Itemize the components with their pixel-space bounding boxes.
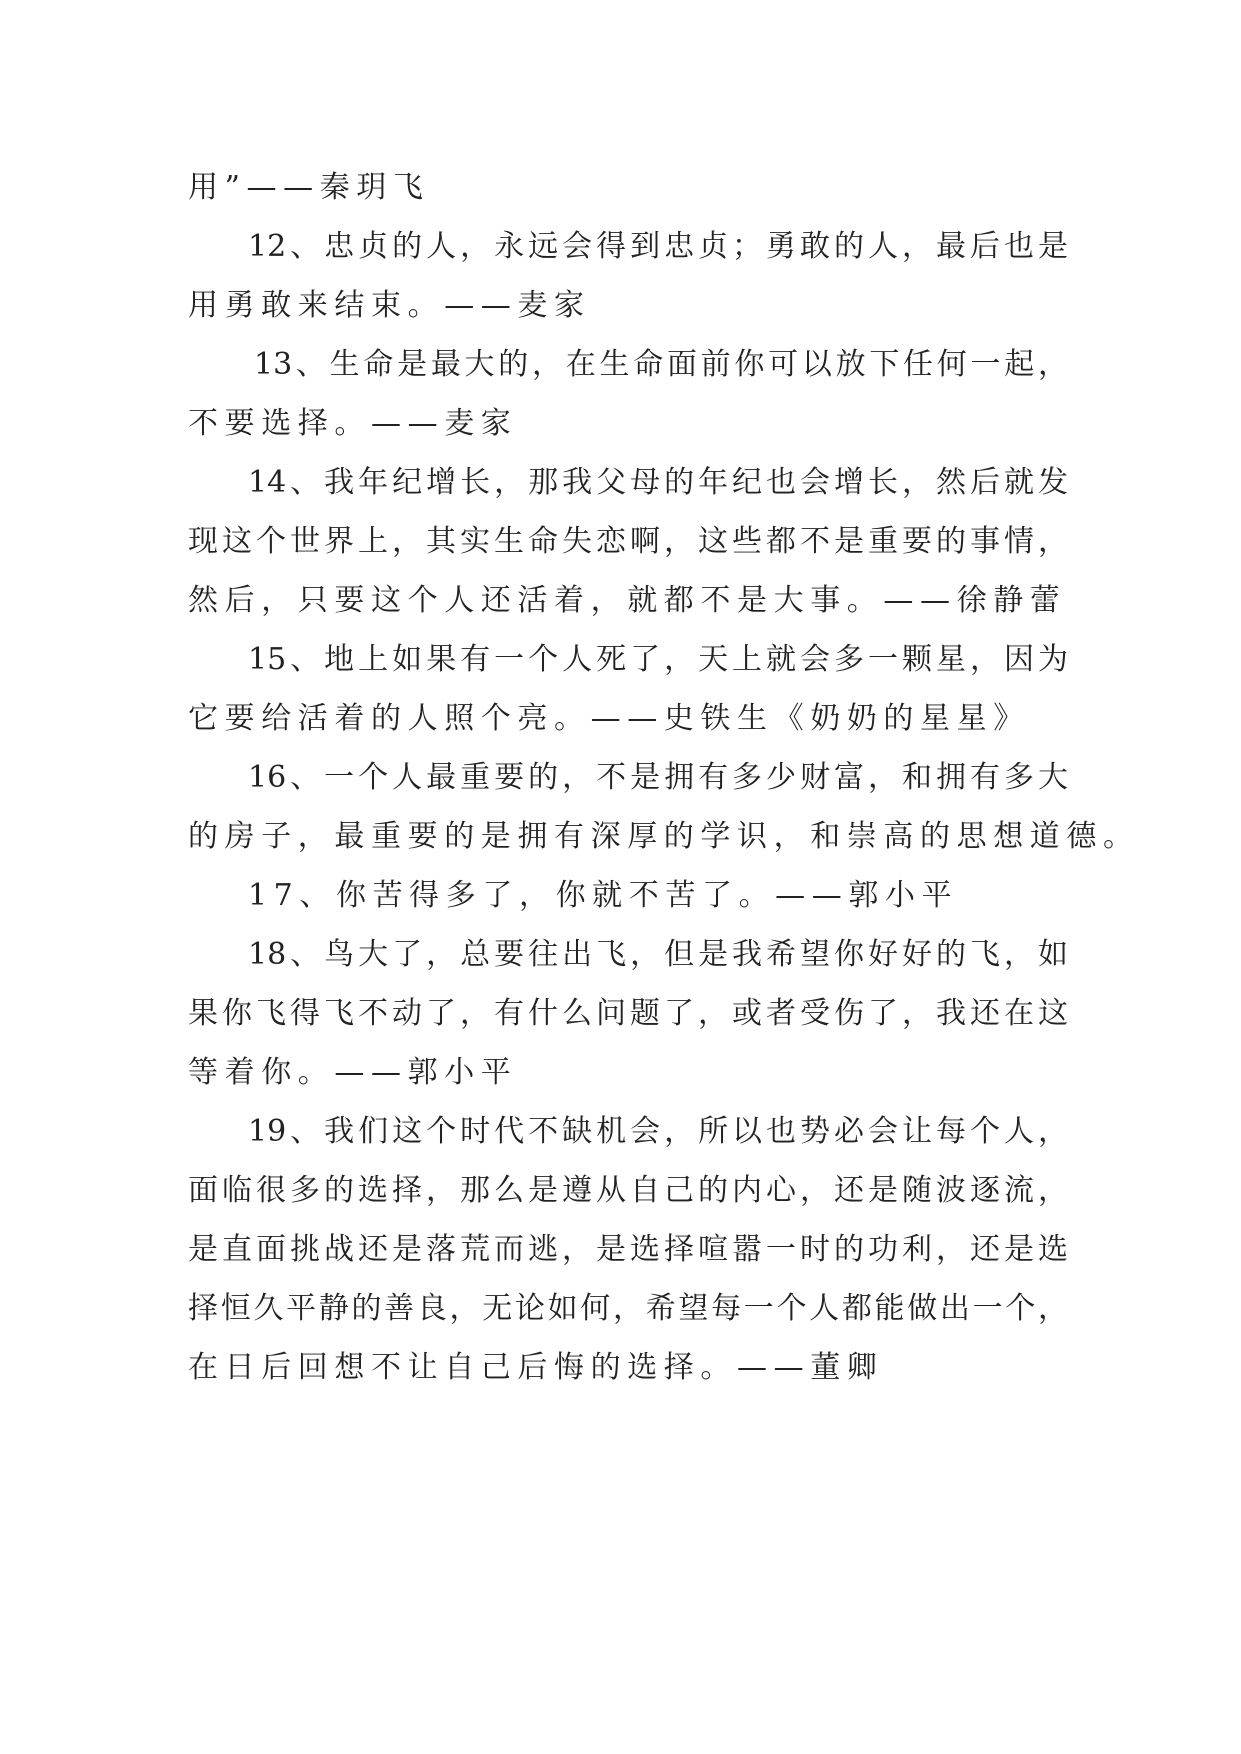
quote-line: 的房子，最重要的是拥有深厚的学识，和崇高的思想道德。 — [188, 819, 1140, 854]
quote-line: 是直面挑战还是落荒而逃，是选择喧嚣一时的功利，还是选 — [188, 1232, 1068, 1267]
quote-11-continuation — [188, 158, 1068, 217]
quote-line: 16、一个人最重要的，不是拥有多少财富，和拥有多大 — [248, 760, 1068, 795]
quote-line: 用”——秦玥飞 — [188, 170, 430, 205]
quote-line: 12、忠贞的人，永远会得到忠贞；勇敢的人，最后也是 — [248, 229, 1068, 264]
quote-13 — [188, 335, 1068, 453]
quote-19 — [188, 1102, 1068, 1397]
quote-line: 面临很多的选择，那么是遵从自己的内心，还是随波逐流， — [188, 1173, 1068, 1208]
quote-12 — [188, 217, 1068, 335]
quote-line: 18、鸟大了，总要往出飞，但是我希望你好好的飞，如 — [248, 937, 1068, 972]
quote-line: 在日后回想不让自己后悔的选择。——董卿 — [188, 1350, 884, 1385]
quote-15 — [188, 630, 1068, 748]
quote-18 — [188, 925, 1068, 1102]
quote-line: 然后，只要这个人还活着，就都不是大事。——徐静蕾 — [188, 583, 1067, 618]
quote-16 — [188, 748, 1140, 866]
quote-line: 用勇敢来结束。——麦家 — [188, 288, 591, 323]
quote-line: 14、我年纪增长，那我父母的年纪也会增长，然后就发 — [248, 465, 1068, 500]
quote-line: 果你飞得飞不动了，有什么问题了，或者受伤了，我还在这 — [188, 996, 1068, 1031]
quote-line: 它要给活着的人照个亮。——史铁生《奶奶的星星》 — [188, 701, 1030, 736]
quote-line: 19、我们这个时代不缺机会，所以也势必会让每个人， — [248, 1114, 1068, 1149]
quote-line: 不要选择。——麦家 — [188, 406, 518, 441]
quote-line: 17、你苦得多了，你就不苦了。——郭小平 — [248, 878, 959, 913]
quote-14 — [188, 453, 1068, 630]
quote-line: 15、地上如果有一个人死了，天上就会多一颗星，因为 — [248, 642, 1068, 677]
quote-line: 择恒久平静的善良，无论如何，希望每一个人都能做出一个， — [188, 1291, 1068, 1326]
quote-line: 现这个世界上，其实生命失恋啊，这些都不是重要的事情， — [188, 524, 1068, 559]
quote-line: 等着你。——郭小平 — [188, 1055, 518, 1090]
quote-17 — [188, 866, 1068, 925]
quote-line: 13、生命是最大的，在生命面前你可以放下任何一起， — [254, 347, 1068, 382]
quote-list — [188, 158, 1140, 1397]
